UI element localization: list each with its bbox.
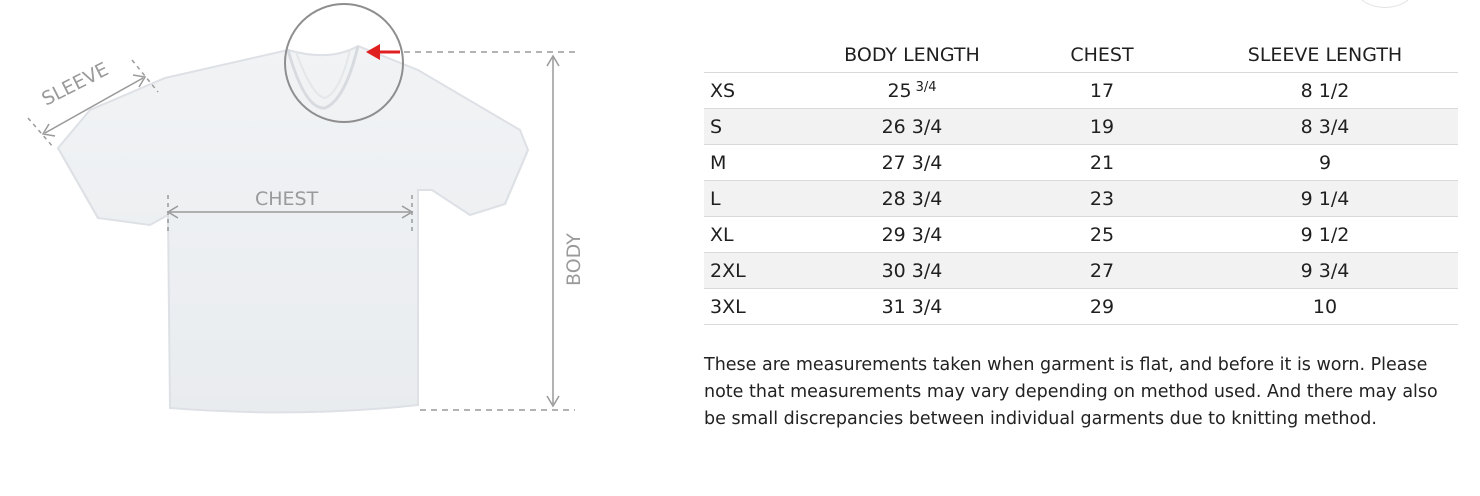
table-row	[704, 217, 1458, 253]
table-row	[704, 145, 1458, 181]
sleeve-length-cell: 8 3/4	[1192, 109, 1458, 145]
chest-cell: 21	[1012, 145, 1192, 181]
header-chest: CHEST	[1012, 38, 1192, 73]
body-length-cell: 26 3/4	[812, 109, 1012, 145]
sleeve-length-cell: 9 1/4	[1192, 181, 1458, 217]
body-length-cell	[812, 73, 1012, 109]
body-label: BODY	[563, 233, 585, 286]
chest-cell: 27	[1012, 253, 1192, 289]
table-row	[704, 109, 1458, 145]
header-body-length: BODY LENGTH	[812, 38, 1012, 73]
chest-cell: 29	[1012, 289, 1192, 325]
size-cell: S	[704, 109, 812, 145]
size-cell: XS	[704, 73, 812, 109]
body-length-cell: 28 3/4	[812, 181, 1012, 217]
sleeve-length-cell: 9 1/2	[1192, 217, 1458, 253]
body-length-fraction: 3/4	[915, 79, 937, 95]
measurement-note: These are measurements taken when garment is flat, and before it is worn. Please note that measurements may vary depending on method used. And there may also be small discrepancies between individual garments due to knitting method.	[704, 355, 1438, 429]
body-length-cell: 30 3/4	[812, 253, 1012, 289]
tshirt-shape	[58, 46, 528, 412]
table-row	[704, 253, 1458, 289]
chest-label: CHEST	[255, 188, 319, 210]
body-length-cell: 29 3/4	[812, 217, 1012, 253]
table-row	[704, 73, 1458, 109]
size-cell: M	[704, 145, 812, 181]
chest-cell: 19	[1012, 109, 1192, 145]
tshirt-diagram	[0, 0, 700, 496]
sleeve-length-cell: 9 3/4	[1192, 253, 1458, 289]
size-cell: 2XL	[704, 253, 812, 289]
size-cell: 3XL	[704, 289, 812, 325]
corner-button[interactable]	[1356, 0, 1414, 8]
table-row	[704, 289, 1458, 325]
header-size	[704, 38, 812, 73]
chest-cell: 17	[1012, 73, 1192, 109]
table-row	[704, 181, 1458, 217]
body-length-arrow	[547, 56, 559, 406]
tshirt-illustration	[0, 0, 700, 496]
body-length-cell: 31 3/4	[812, 289, 1012, 325]
sleeve-length-cell: 10	[1192, 289, 1458, 325]
body-length-value: 25	[887, 79, 912, 102]
chest-cell: 23	[1012, 181, 1192, 217]
header-sleeve-length: SLEEVE LENGTH	[1192, 38, 1458, 73]
size-cell: XL	[704, 217, 812, 253]
body-length-cell: 27 3/4	[812, 145, 1012, 181]
table-header-row	[704, 38, 1458, 73]
sleeve-length-cell: 9	[1192, 145, 1458, 181]
size-cell: L	[704, 181, 812, 217]
sleeve-label: SLEEVE	[38, 58, 113, 111]
size-chart-table	[704, 38, 1458, 325]
chest-cell: 25	[1012, 217, 1192, 253]
sleeve-length-cell: 8 1/2	[1192, 73, 1458, 109]
